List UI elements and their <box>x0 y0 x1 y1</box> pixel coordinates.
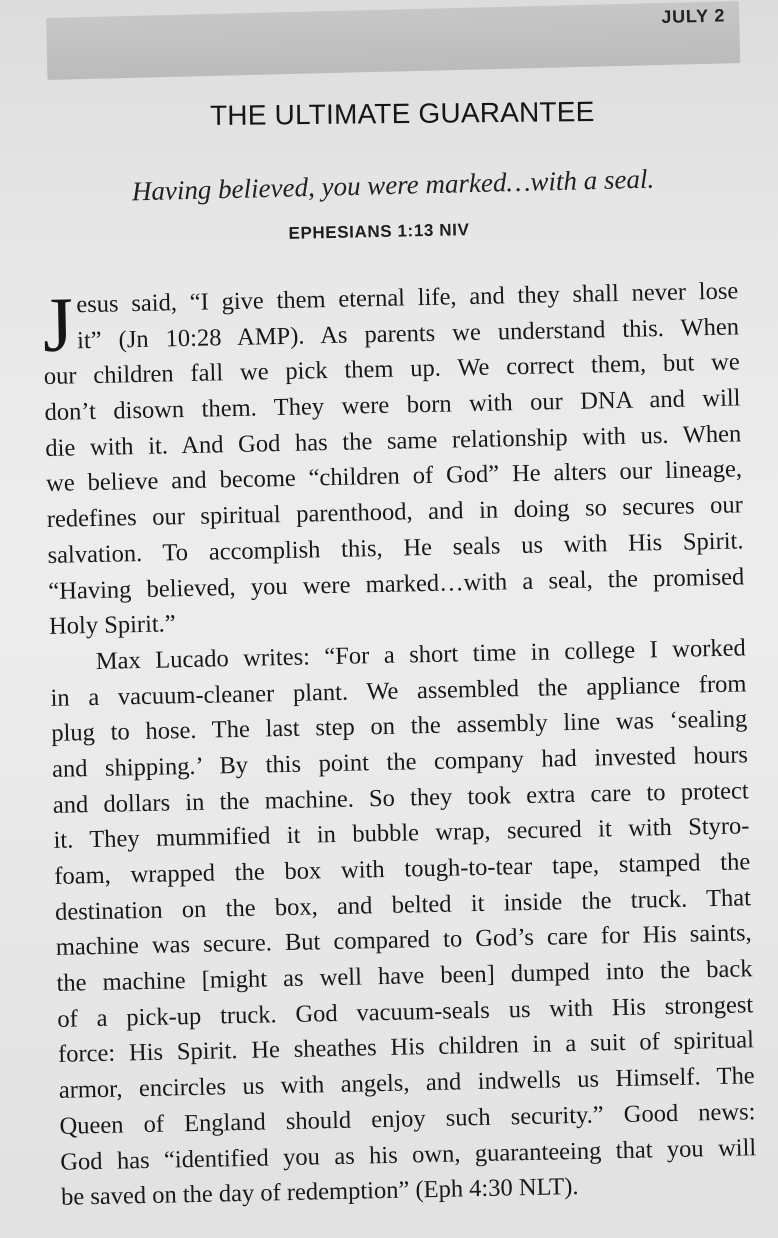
body-line: the machine [might as well have been] dumped into the back <box>56 955 753 997</box>
body-line: machine was secure. But compared to God’s care for His saints, <box>55 919 752 962</box>
body-line: of a pick-up truck. God vacuum-seals us with His strongest <box>57 991 754 1033</box>
body-line: die with it. And God has the same relationship with us. When <box>45 420 742 462</box>
body-line: be saved on the day of redemption” (Eph 4:30 NLT). <box>60 1173 579 1211</box>
body-line: don’t disown them. They were born with our DNA and will <box>44 384 741 427</box>
body-line: it. They mummified it in bubble wrap, secured it with Styro- <box>53 812 750 855</box>
body-line: and dollars in the machine. So they took extra care to protect <box>52 776 749 819</box>
body-line: Max Lucado writes: “For a short time in college I worked <box>95 634 746 675</box>
body-line: it” (Jn 10:28 AMP). As parents we understand this. When <box>76 313 740 354</box>
body-line: Queen of England should enjoy such security.” Good news: <box>59 1098 756 1140</box>
date-header-band <box>46 1 740 80</box>
body-line: Holy Spirit.” <box>48 610 176 641</box>
scripture-reference: EPHESIANS 1:13 NIV <box>288 220 470 243</box>
date-label: JULY 2 <box>661 5 726 27</box>
body-line: we believe and become “children of God” He alters our lineage, <box>45 455 743 498</box>
body-line: salvation. To accomplish this, He seals us with His Spirit. <box>47 527 744 569</box>
body-line: esus said, “I give them eternal life, and they shall never lose <box>76 277 739 319</box>
body-line: God has “identified you as his own, guaranteeing that you will <box>60 1133 757 1176</box>
body-line: our children fall we pick them up. We correct them, but we <box>43 348 740 391</box>
body-line: force: His Spirit. He sheathes His children in a suit of spiritual <box>57 1026 755 1069</box>
devotional-body <box>42 273 757 1215</box>
body-line: foam, wrapped the box with tough-to-tear tape, stamped the <box>54 848 751 890</box>
scripture-verse: Having believed, you were marked…with a seal. <box>131 163 655 207</box>
body-line: destination on the box, and belted it inside the truck. That <box>54 883 752 926</box>
body-line: redefines our spiritual parenthood, and in doing so secures our <box>46 491 743 534</box>
body-line: in a vacuum-cleaner plant. We assembled the appliance from <box>50 669 747 712</box>
body-line: armor, encircles us with angels, and indwells us Himself. The <box>58 1062 755 1104</box>
body-line: and shipping.’ By this point the company had invested hours <box>51 741 749 783</box>
devotional-title: THE ULTIMATE GUARANTEE <box>209 95 595 132</box>
body-line: “Having believed, you were marked…with a seal, the promised <box>48 562 745 605</box>
drop-cap: J <box>41 280 75 368</box>
body-line: plug to hose. The last step on the assembly line was ‘sealing <box>51 705 748 748</box>
